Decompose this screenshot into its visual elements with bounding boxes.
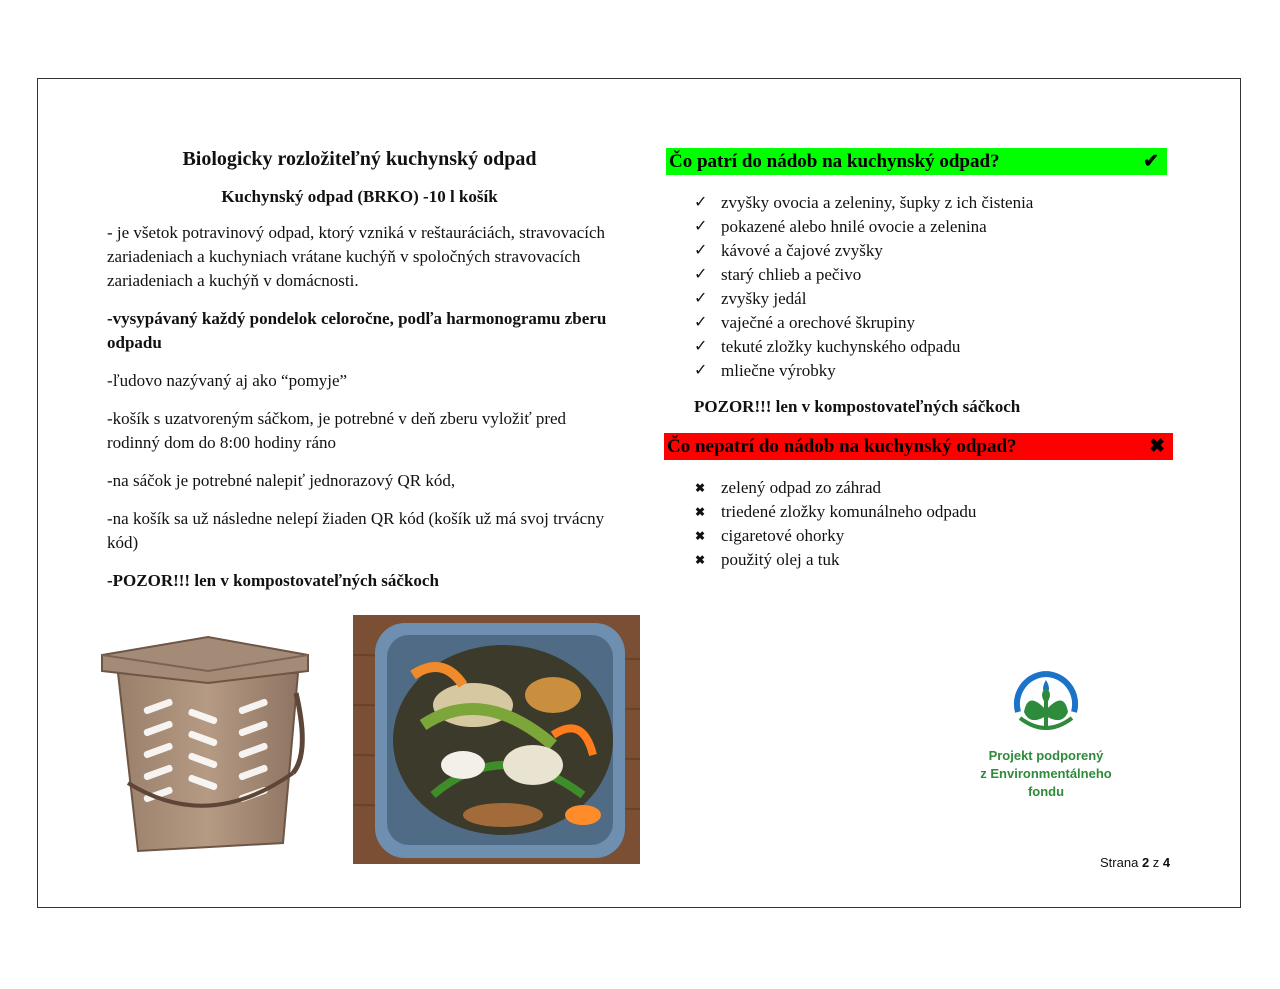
x-icon: ✖ — [695, 505, 706, 519]
compostable-warning: -POZOR!!! len v kompostovateľných sáčkoch — [107, 571, 439, 590]
list-item: ✓ starý chlieb a pečivo — [664, 263, 1176, 287]
not-belongs-heading — [664, 433, 1173, 460]
check-icon: ✓ — [694, 242, 708, 259]
leaf-drop-icon — [1010, 668, 1082, 738]
food-waste-photo — [353, 615, 640, 864]
check-icon: ✓ — [694, 338, 708, 355]
environmental-fund-logo — [970, 668, 1122, 801]
list-item: ✓ mliečne výrobky — [664, 359, 1176, 383]
list-item: ✓ zvyšky ovocia a zeleniny, šupky z ich čistenia — [664, 191, 1176, 215]
list-item: ✓ vaječné a orechové škrupiny — [664, 311, 1176, 335]
page-title: Biologicky rozložiteľný kuchynský odpad — [182, 148, 537, 170]
list-item: ✓ tekuté zložky kuchynského odpadu — [664, 335, 1176, 359]
left-column — [107, 148, 617, 607]
check-icon: ✓ — [694, 314, 708, 331]
subtitle: Kuchynský odpad (BRKO) -10 l košík — [221, 187, 498, 206]
check-icon: ✓ — [694, 266, 708, 283]
compostable-bags-warning: POZOR!!! len v kompostovateľných sáčkoch — [694, 397, 1021, 416]
list-item: ✓ zvyšky jedál — [664, 287, 1176, 311]
kitchen-bin-image — [98, 633, 313, 861]
page-number: Strana 2 z 4 — [1100, 855, 1171, 870]
list-item: ✓ pokazené alebo hnilé ovocie a zelenina — [664, 215, 1176, 239]
x-icon: ✖ — [695, 553, 706, 567]
qr-bag-instruction: -na sáčok je potrebné nalepiť jednorazový QR kód, — [107, 471, 456, 490]
collection-schedule: -vysypávaný každý pondelok celoročne, podľa harmonogramu zberu odpadu — [107, 309, 607, 352]
checkmark-icon: ✔ — [1143, 151, 1159, 172]
list-item: ✓ kávové a čajové zvyšky — [664, 239, 1176, 263]
x-icon: ✖ — [695, 529, 706, 543]
qr-basket-instruction: -na košík sa už následne nelepí žiaden QR kód (košík už má svoj trvácny kód) — [107, 509, 605, 552]
list-item: ✖ triedené zložky komunálneho odpadu — [664, 500, 1176, 524]
nickname-paragraph: -ľudovo nazývaný aj ako “pomyje” — [107, 371, 348, 390]
logo-caption: Projekt podporený z Environmentálneho fondu — [980, 748, 1112, 799]
basket-instruction: -košík s uzatvoreným sáčkom, je potrebné v deň zberu vyložiť pred rodinný dom do 8:00 hodiny ráno — [107, 409, 567, 452]
right-column — [664, 148, 1176, 572]
belongs-list — [664, 191, 1176, 383]
check-icon: ✓ — [694, 194, 708, 211]
belongs-heading — [666, 148, 1167, 175]
list-item: ✖ použitý olej a tuk — [664, 548, 1176, 572]
cross-icon: ✖ — [1149, 436, 1165, 457]
check-icon: ✓ — [694, 218, 708, 235]
not-belongs-list — [664, 476, 1176, 572]
check-icon: ✓ — [694, 362, 708, 379]
list-item: ✖ zelený odpad zo záhrad — [664, 476, 1176, 500]
belongs-heading-text: Čo patrí do nádob na kuchynský odpad? — [669, 151, 1000, 172]
check-icon: ✓ — [694, 290, 708, 307]
list-item: ✖ cigaretové ohorky — [664, 524, 1176, 548]
not-belongs-heading-text: Čo nepatrí do nádob na kuchynský odpad? — [667, 436, 1017, 457]
x-icon: ✖ — [695, 481, 706, 495]
definition-paragraph: - je všetok potravinový odpad, ktorý vzniká v reštauráciách, stravovacích zariadeniach a kuchyniach vrátane kuchýň v spoločných stravovacích zariadeniach a kuchýň v domácnosti. — [107, 223, 606, 290]
